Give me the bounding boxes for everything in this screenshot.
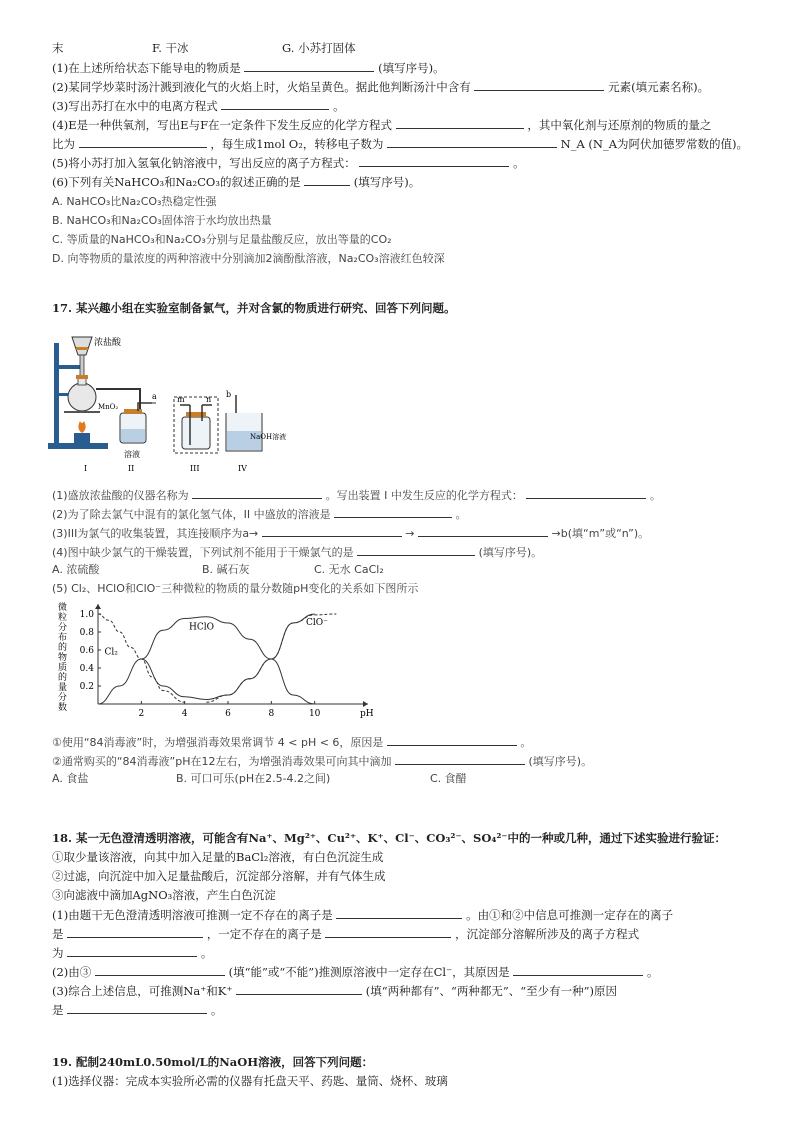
q16-part4b: 比为 ，每生成1mol O₂，转移电子数为 N_A (N_A为阿伏加德罗常数的值)。: [52, 137, 749, 151]
q16-part5: (5)将小苏打加入氢氧化钠溶液中，写出反应的离子方程式： 。: [52, 156, 525, 170]
option-a: A. 浓硫酸: [52, 563, 100, 576]
q17-part2: (2)为了除去氯气中混有的氯化氢气体，II 中盛放的溶液是 。: [52, 505, 467, 523]
x-tick-label: 8: [268, 709, 275, 719]
x-axis-label: pH: [360, 709, 374, 719]
q19-part1: (1)选择仪器：完成本实验所必需的仪器有托盘天平、药匙、量筒、烧杯、玻璃: [52, 1074, 448, 1088]
stopcock: [76, 347, 88, 350]
q16-part4a: (4)E是一种供氧剂，写出E与F在一定条件下发生反应的化学方程式 ，其中氧化剂与还原剂的物质的量之: [52, 118, 712, 132]
answer-blank[interactable]: [304, 173, 350, 186]
q16-option-d: D. 向等物质的量浓度的两种溶液中分别滴加2滴酚酞溶液，Na₂CO₃溶液红色较深: [52, 252, 445, 265]
answer-blank[interactable]: [513, 963, 643, 976]
q17-sub1: ①使用“84消毒液”时，为增强消毒效果常调节 4 < pH < 6，原因是 。: [52, 733, 531, 751]
answer-blank[interactable]: [336, 906, 462, 919]
q16-top-row: [52, 40, 356, 56]
q16-option-b: B. NaHCO₃和Na₂CO₃固体溶于水均放出热量: [52, 214, 272, 227]
answer-blank[interactable]: [474, 78, 604, 91]
q16-option-a: A. NaHCO₃比Na₂CO₃热稳定性强: [52, 195, 217, 208]
answer-blank[interactable]: [67, 944, 197, 957]
q16-part1: (1)在上述所给状态下能导电的物质是 (填写序号)。: [52, 61, 445, 75]
station-i: I: [84, 464, 88, 473]
collector-bottle: [182, 417, 210, 449]
separatory-funnel: [72, 337, 92, 355]
y-tick-label: 0.2: [79, 682, 94, 692]
q17-part5: (5) Cl₂、HClO和ClO⁻三种微粒的物质的量分数随pH变化的关系如下图所示: [52, 582, 419, 595]
answer-blank[interactable]: [395, 752, 525, 765]
x-tick-label: 4: [181, 709, 188, 719]
label-a: a: [152, 392, 157, 401]
series-line-3: [141, 614, 314, 700]
x-tick-label: 2: [138, 709, 145, 719]
answer-blank[interactable]: [526, 486, 646, 499]
y-axis-label: 微粒分布的物质的量分数: [58, 603, 68, 713]
answer-blank[interactable]: [262, 524, 402, 537]
q18-step2: ②过滤，向沉淀中加入足量盐酸后，沉淀部分溶解，并有气体生成: [52, 869, 386, 883]
q17-title: 17. 某兴趣小组在实验室制备氯气，并对含氯的物质进行研究、回答下列问题。: [52, 301, 456, 315]
label-acid: 浓盐酸: [94, 338, 122, 348]
q16-part2: (2)某同学炒菜时汤汁溅到液化气的火焰上时，火焰呈黄色。据此他判断汤汁中含有 元素(填元素名称)。: [52, 80, 710, 94]
x-tick-label: 10: [308, 709, 321, 719]
answer-blank[interactable]: [67, 925, 203, 938]
y-tick-label: 0.4: [79, 664, 94, 674]
answer-blank[interactable]: [67, 1001, 207, 1014]
q17-part3: (3)III为氯气的收集装置，其连接顺序为a→ → →b(填“m”或“n”)。: [52, 524, 649, 542]
series-label: ClO⁻: [306, 617, 328, 628]
option-f: F. 干冰: [152, 41, 189, 55]
q16-option-c: C. 等质量的NaHCO₃和Na₂CO₃分别与足量盐酸反应，放出等量的CO₂: [52, 233, 392, 246]
y-axis-arrow: [95, 604, 101, 609]
apparatus-diagram: [40, 325, 320, 475]
station-iii: III: [190, 464, 200, 473]
station-ii: II: [128, 464, 135, 473]
y-tick-label: 1.0: [79, 610, 94, 620]
answer-blank[interactable]: [192, 486, 322, 499]
q17-part4-options: [52, 562, 384, 578]
wash-bottle-liquid: [121, 429, 145, 442]
q16-part3: (3)写出苏打在水中的电离方程式 。: [52, 99, 345, 113]
answer-blank[interactable]: [418, 524, 548, 537]
answer-blank[interactable]: [95, 963, 225, 976]
q17-sub2-options: [52, 771, 467, 787]
option-a: A. 食盐: [52, 772, 89, 785]
q17-sub2: ②通常购买的“84消毒液”pH在12左右，为增强消毒效果可向其中滴加 (填写序号)。: [52, 752, 592, 770]
series-label: Cl₂: [104, 647, 118, 658]
series-label: HClO: [189, 622, 214, 633]
distribution-chart: [50, 600, 374, 725]
label-mno2: MnO₂: [98, 403, 119, 411]
answer-blank[interactable]: [236, 982, 362, 995]
collector-stopper: [186, 412, 206, 417]
answer-blank[interactable]: [221, 97, 329, 110]
label-b: b: [226, 390, 232, 399]
y-tick-label: 0.8: [79, 628, 94, 638]
flame: [78, 421, 85, 433]
station-iv: IV: [238, 464, 247, 473]
q18-step3: ③向滤液中滴加AgNO₃溶液，产生白色沉淀: [52, 888, 276, 902]
q18-part1c: 为 。: [52, 946, 213, 960]
label-solution: 溶液: [124, 450, 140, 459]
q17-part4: (4)图中缺少氯气的干燥装置，下列试剂不能用于干燥氯气的是 (填写序号)。: [52, 543, 542, 561]
option-c: C. 无水 CaCl₂: [314, 563, 384, 576]
label-naoh: NaOH溶液: [250, 433, 287, 441]
q17-part1: (1)盛放浓盐酸的仪器名称为 。写出装置 I 中发生反应的化学方程式： 。: [52, 486, 661, 504]
y-tick-label: 0.6: [79, 646, 94, 656]
label-m: m: [177, 395, 185, 404]
wash-bottle-stopper: [124, 409, 142, 414]
option-c: C. 食醋: [430, 772, 467, 785]
x-axis-arrow: [363, 701, 368, 707]
answer-blank[interactable]: [357, 543, 475, 556]
answer-blank[interactable]: [359, 154, 509, 167]
answer-blank[interactable]: [334, 505, 452, 518]
option-g: G. 小苏打固体: [282, 41, 356, 55]
q18-part2: (2)由③ (填“能”或“不能”)推测原溶液中一定存在Cl⁻，其原因是 。: [52, 965, 659, 979]
q18-title: 18. 某一无色澄清透明溶液，可能含有Na⁺、Mg²⁺、Cu²⁺、K⁺、Cl⁻、CO₃²⁻、SO₄²⁻中的一种或几种，通过下述实验进行验证：: [52, 831, 726, 845]
option-b: B. 碱石灰: [202, 563, 250, 576]
q18-part3: (3)综合上述信息，可推测Na⁺和K⁺ (填“两种都有”、“两种都无”、“至少有一种”)原因: [52, 984, 618, 998]
stopper: [76, 375, 88, 379]
answer-blank[interactable]: [387, 135, 557, 148]
wire-gauze: [64, 411, 100, 413]
q18-part3b: 是 。: [52, 1003, 223, 1017]
q18-step1: ①取少量该溶液，向其中加入足量的BaCl₂溶液，有白色沉淀生成: [52, 850, 384, 864]
label-n: n: [206, 395, 212, 404]
answer-blank[interactable]: [387, 733, 517, 746]
q18-part1a: (1)由题干无色澄清透明溶液可推测一定不存在的离子是 。由①和②中信息可推测一定存在的离子: [52, 908, 674, 922]
q19-title: 19. 配制240mL0.50mol/L的NaOH溶液，回答下列问题：: [52, 1055, 374, 1069]
option-b: B. 可口可乐(pH在2.5-4.2之间): [176, 772, 331, 785]
answer-blank[interactable]: [325, 925, 451, 938]
burner: [74, 433, 90, 443]
q16-part6: (6)下列有关NaHCO₃和Na₂CO₃的叙述正确的是 (填写序号)。: [52, 175, 421, 189]
option-e-tail: 末: [52, 41, 64, 55]
round-flask: [68, 383, 96, 411]
x-tick-label: 6: [225, 709, 231, 719]
clamp: [54, 365, 80, 369]
answer-blank[interactable]: [396, 116, 524, 129]
q18-part1b: 是 ，一定不存在的离子是 ，沉淀部分溶解所涉及的离子方程式: [52, 927, 640, 941]
answer-blank[interactable]: [244, 59, 374, 72]
answer-blank[interactable]: [79, 135, 207, 148]
